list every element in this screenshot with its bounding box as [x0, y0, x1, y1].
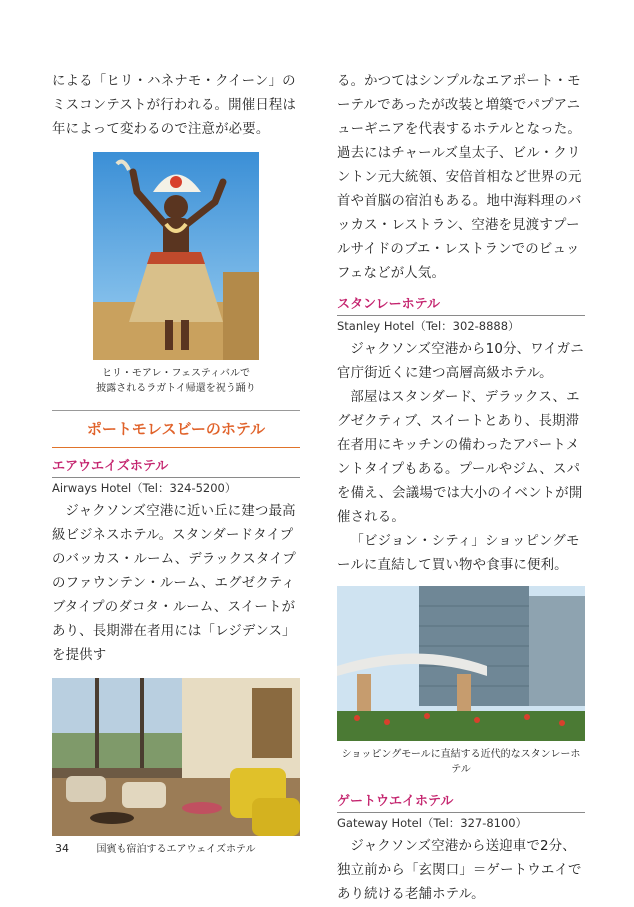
airways-hotel-contact: Airways Hotel（Tel：324-5200）: [52, 481, 237, 495]
festival-photo-caption: [52, 366, 300, 396]
section-header: [52, 410, 300, 448]
stanley-paragraph-3: 「ビジョン・シティ」ショッピングモールに直結して買い物や食事に便利。: [337, 534, 580, 573]
stanley-hotel-photo: [337, 586, 585, 741]
airways-hotel-title: エアウエイズホテル: [52, 459, 169, 474]
airways-hotel-description: ジャクソンズ空港に近い丘に建つ最高級ビジネスホテル。スタンダードタイプのバッカス・ルーム、デラックスタイプのファウンテン・ルーム、エグゼクティブタイプのダコタ・ルーム、スイートがあり、長期滞在者用には「レジデンス」を提供す: [52, 504, 296, 663]
page-number: 34: [55, 842, 69, 855]
right-column: [337, 70, 585, 907]
stanley-photo-caption: ショッピングモールに直結する近代的なスタンレーホテル: [341, 749, 581, 775]
stanley-hotel-contact: Stanley Hotel（Tel：302-8888）: [337, 319, 520, 333]
gateway-hotel-title: ゲートウエイホテル: [337, 794, 454, 809]
festival-caption-line2: 披露されるラガトイ帰還を祝う踊り: [96, 383, 256, 394]
airways-title-rule: [52, 477, 300, 478]
stanley-title-rule: [337, 315, 585, 316]
stanley-hotel-image: [337, 586, 585, 741]
airways-photo-caption: 国賓も宿泊するエアウェイズホテル: [96, 844, 256, 855]
airways-lounge-image: [52, 678, 300, 836]
airways-lounge-photo: [52, 678, 300, 836]
stanley-paragraph-1: ジャクソンズ空港から10分、ワイガニ官庁街近くに建つ高層高級ホテル。: [337, 342, 584, 381]
left-column: [52, 70, 300, 857]
festival-dancer-image: [93, 152, 259, 360]
festival-caption-line1: ヒリ・モアレ・フェスティバルで: [101, 368, 251, 379]
section-title: ポートモレスビーのホテル: [86, 420, 266, 438]
festival-dancer-photo: [93, 152, 259, 360]
airways-continued-paragraph: る。かつてはシンプルなエアポート・モーテルであったが改装と増築でパプアニューギニアを代表するホテルとなった。過去にはチャールズ皇太子、ビル・クリントン元大統領、安倍首相など世界の元首や首脳の宿泊もある。地中海料理のバッカス・レストラン、空港を見渡すプールサイドのブエ・レストランでのビュッフェなどが人気。: [337, 74, 582, 281]
gateway-hotel-contact: Gateway Hotel（Tel：327-8100）: [337, 816, 528, 830]
intro-paragraph: による「ヒリ・ハネナモ・クイーン」のミスコンテストが行われる。開催日程は年によって変わるので注意が必要。: [52, 74, 297, 137]
stanley-paragraph-2: 部屋はスタンダード、デラックス、エグゼクティブ、スイートとあり、長期滞在者用にキッチンの備わったアパートメントタイプもある。プールやジム、スパを備え、会議場では大小のイベントが開催される。: [337, 390, 583, 525]
gateway-title-rule: [337, 812, 585, 813]
stanley-hotel-title: スタンレーホテル: [337, 297, 441, 312]
gateway-hotel-description: ジャクソンズ空港から送迎車で2分、独立前から「玄関口」＝ゲートウエイであり続ける老舗ホテル。: [337, 839, 582, 902]
